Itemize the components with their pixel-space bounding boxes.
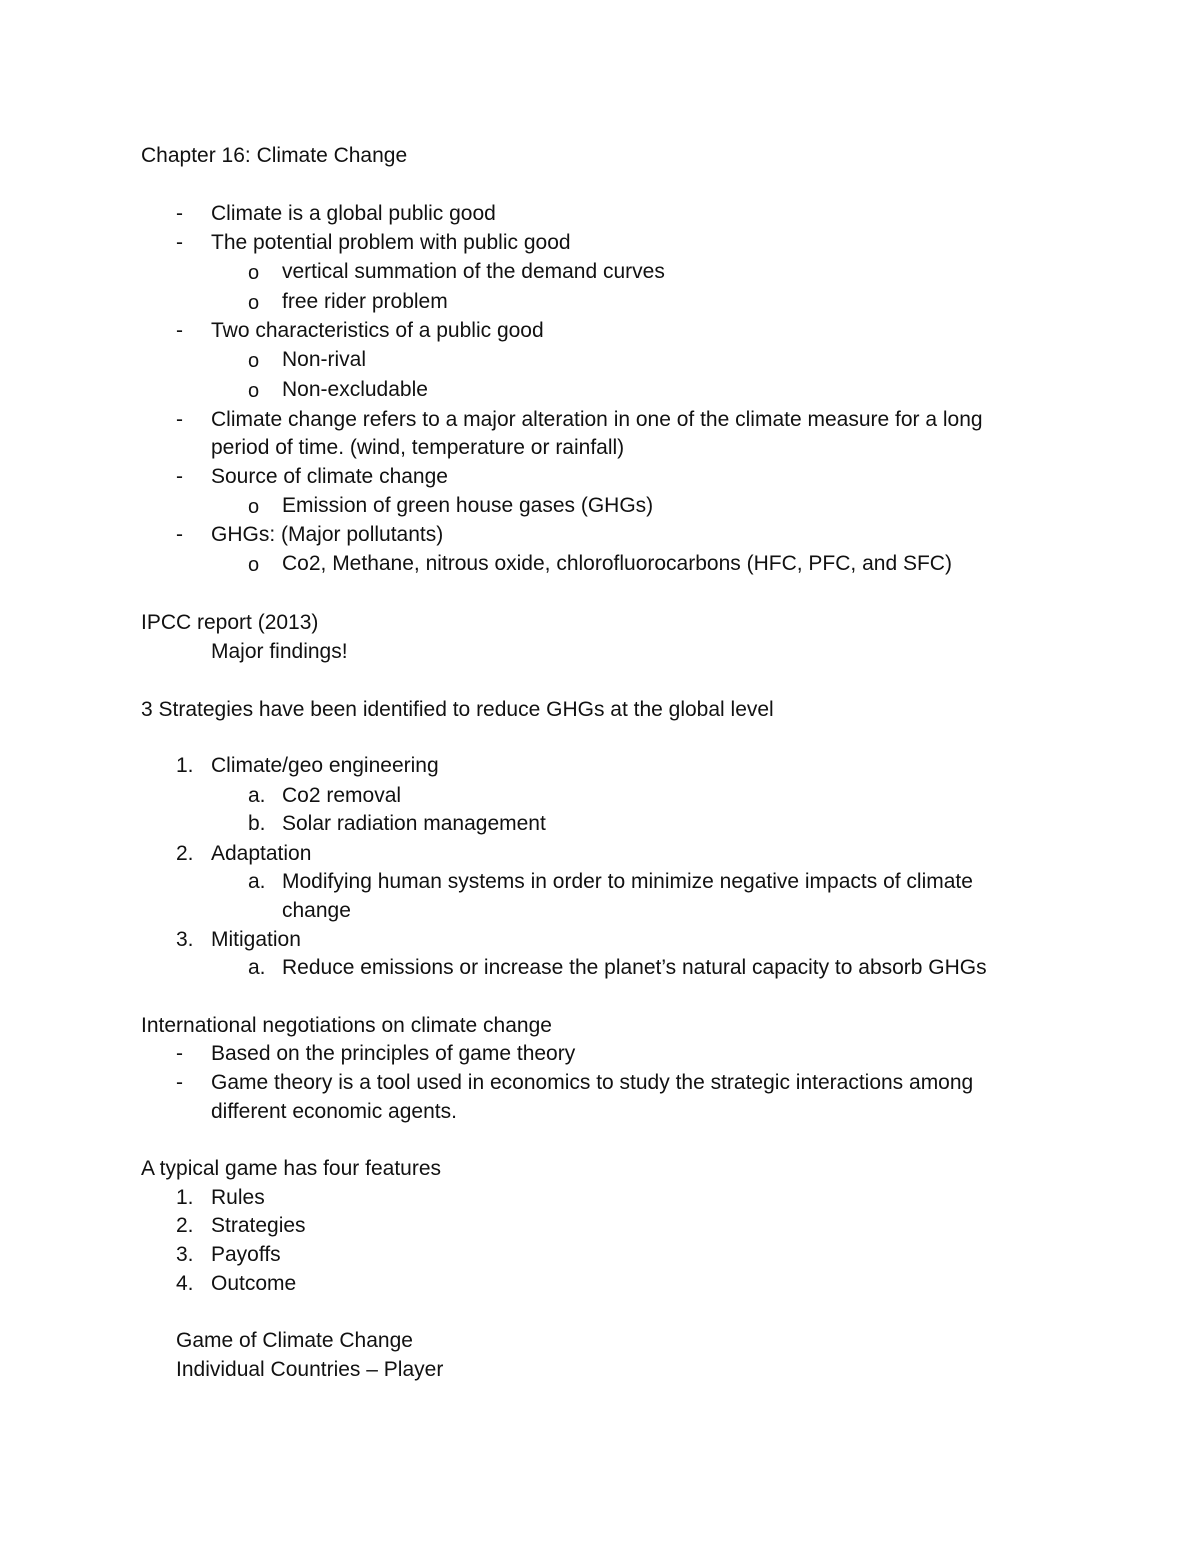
number-marker: 3. bbox=[176, 928, 194, 951]
list-item: Climate is a global public good bbox=[211, 202, 496, 225]
dash-marker: - bbox=[176, 231, 183, 254]
list-item: free rider problem bbox=[282, 290, 448, 313]
list-item: Non-rival bbox=[282, 348, 367, 371]
list-item: Non-excludable bbox=[282, 378, 428, 401]
list-item: Outcome bbox=[211, 1272, 297, 1295]
circle-bullet-icon: o bbox=[248, 262, 260, 284]
dash-marker: - bbox=[176, 1042, 183, 1065]
section-subheading: Major findings! bbox=[211, 640, 348, 663]
list-item: Adaptation bbox=[211, 842, 312, 865]
section-heading: A typical game has four features bbox=[141, 1157, 441, 1180]
list-item: Two characteristics of a public good bbox=[211, 319, 544, 342]
circle-bullet-icon: o bbox=[248, 292, 260, 314]
list-item-continuation: period of time. (wind, temperature or rainfall) bbox=[211, 436, 625, 459]
list-item: Co2 removal bbox=[282, 784, 402, 807]
list-item: Strategies bbox=[211, 1214, 306, 1237]
section-heading: IPCC report (2013) bbox=[141, 611, 319, 634]
number-marker: 4. bbox=[176, 1272, 194, 1295]
list-item-continuation: different economic agents. bbox=[211, 1100, 457, 1123]
list-item: Co2, Methane, nitrous oxide, chlorofluorocarbons (HFC, PFC, and SFC) bbox=[282, 552, 952, 575]
list-item: Climate/geo engineering bbox=[211, 754, 439, 777]
list-item: Source of climate change bbox=[211, 465, 448, 488]
list-item: Emission of green house gases (GHGs) bbox=[282, 494, 654, 517]
number-marker: 2. bbox=[176, 842, 194, 865]
list-item: Payoffs bbox=[211, 1243, 281, 1266]
circle-bullet-icon: o bbox=[248, 496, 260, 518]
letter-marker: b. bbox=[248, 812, 266, 835]
dash-marker: - bbox=[176, 1071, 183, 1094]
list-item: Reduce emissions or increase the planet’s natural capacity to absorb GHGs bbox=[282, 956, 987, 979]
list-item: Rules bbox=[211, 1186, 265, 1209]
list-item: GHGs: (Major pollutants) bbox=[211, 523, 444, 546]
letter-marker: a. bbox=[248, 870, 266, 893]
list-item-continuation: change bbox=[282, 899, 351, 922]
number-marker: 3. bbox=[176, 1243, 194, 1266]
circle-bullet-icon: o bbox=[248, 380, 260, 402]
list-item: vertical summation of the demand curves bbox=[282, 260, 665, 283]
section-heading: International negotiations on climate change bbox=[141, 1014, 552, 1037]
dash-marker: - bbox=[176, 465, 183, 488]
section-subheading: Individual Countries – Player bbox=[176, 1358, 444, 1381]
letter-marker: a. bbox=[248, 784, 266, 807]
number-marker: 1. bbox=[176, 754, 194, 777]
list-item: Based on the principles of game theory bbox=[211, 1042, 576, 1065]
section-heading: 3 Strategies have been identified to reduce GHGs at the global level bbox=[141, 698, 774, 721]
number-marker: 1. bbox=[176, 1186, 194, 1209]
section-subheading: Game of Climate Change bbox=[176, 1329, 413, 1352]
dash-marker: - bbox=[176, 523, 183, 546]
list-item: Mitigation bbox=[211, 928, 301, 951]
page-title: Chapter 16: Climate Change bbox=[141, 144, 408, 167]
list-item: The potential problem with public good bbox=[211, 231, 571, 254]
dash-marker: - bbox=[176, 319, 183, 342]
number-marker: 2. bbox=[176, 1214, 194, 1237]
list-item: Modifying human systems in order to minimize negative impacts of climate bbox=[282, 870, 973, 893]
list-item: Climate change refers to a major alteration in one of the climate measure for a long bbox=[211, 408, 983, 431]
list-item: Solar radiation management bbox=[282, 812, 546, 835]
list-item: Game theory is a tool used in economics to study the strategic interactions among bbox=[211, 1071, 974, 1094]
dash-marker: - bbox=[176, 202, 183, 225]
letter-marker: a. bbox=[248, 956, 266, 979]
circle-bullet-icon: o bbox=[248, 554, 260, 576]
circle-bullet-icon: o bbox=[248, 350, 260, 372]
dash-marker: - bbox=[176, 408, 183, 431]
